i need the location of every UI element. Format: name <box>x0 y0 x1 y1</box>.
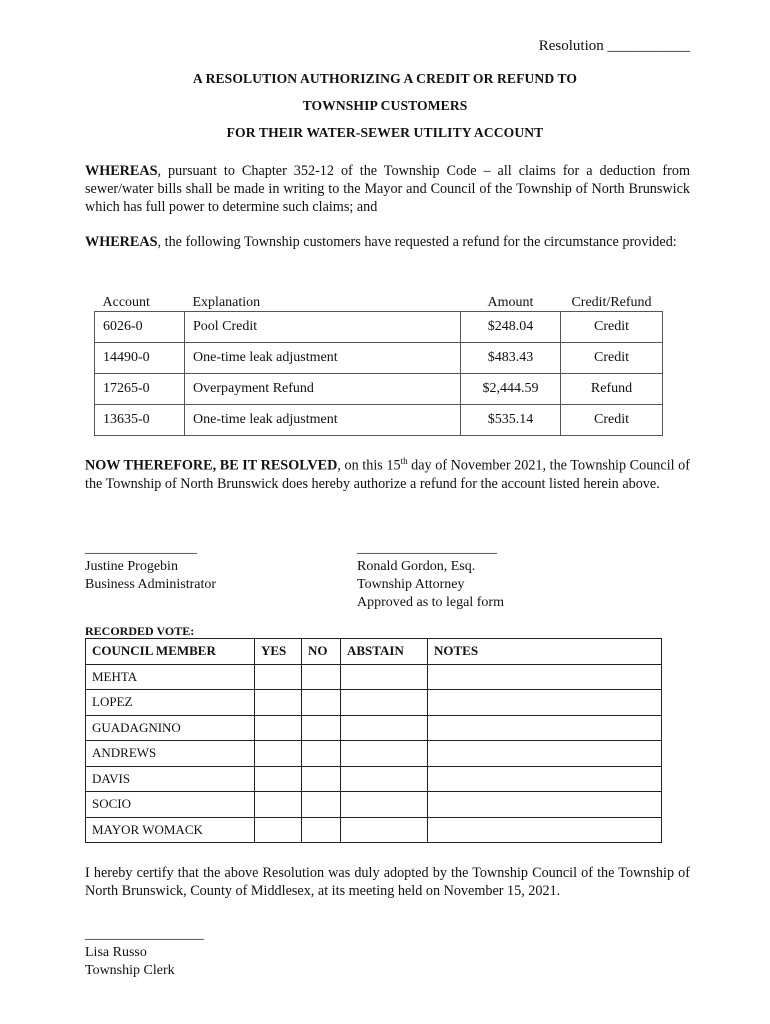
table-row <box>95 312 663 343</box>
abstain-cell[interactable] <box>341 817 428 843</box>
no-cell[interactable] <box>302 715 341 741</box>
table-row <box>95 374 663 405</box>
no-cell[interactable] <box>302 690 341 716</box>
abstain-header: ABSTAIN <box>341 639 428 665</box>
account-cell: 17265-0 <box>95 374 185 405</box>
table-row <box>95 343 663 374</box>
yes-cell[interactable] <box>255 664 302 690</box>
explanation-cell: One-time leak adjustment <box>185 405 461 436</box>
recorded-vote-label: RECORDED VOTE: <box>85 624 195 638</box>
accounts-header-row <box>95 291 663 312</box>
table-row <box>95 405 663 436</box>
table-row <box>86 792 662 818</box>
abstain-cell[interactable] <box>341 715 428 741</box>
clerk-title: Township Clerk <box>85 963 175 978</box>
abstain-cell[interactable] <box>341 766 428 792</box>
whereas-text: , pursuant to Chapter 352-12 of the Township Code – all claims for a deduction from sewer/water bills shall be made in writing to the Mayor and Council of the Township of North Brunswick which has full power to determine such claims; and <box>85 163 690 215</box>
notes-cell[interactable] <box>428 664 662 690</box>
council-member-header: COUNCIL MEMBER <box>86 639 255 665</box>
notes-cell[interactable] <box>428 792 662 818</box>
resolution-number-label: Resolution ___________ <box>538 38 690 54</box>
signature-line: ____________________ <box>357 541 497 556</box>
table-row <box>86 690 662 716</box>
yes-cell[interactable] <box>255 690 302 716</box>
signature-line: _________________ <box>85 927 204 942</box>
type-cell: Credit <box>561 343 663 374</box>
title-line-2: TOWNSHIP CUSTOMERS <box>302 98 468 113</box>
signer-name: Justine Progebin <box>85 559 178 574</box>
explanation-cell: Pool Credit <box>185 312 461 343</box>
council-member-name: GUADAGNINO <box>86 715 255 741</box>
notes-header: NOTES <box>428 639 662 665</box>
credit-refund-header: Credit/Refund <box>571 295 652 310</box>
notes-cell[interactable] <box>428 715 662 741</box>
title-line-1: A RESOLUTION AUTHORIZING A CREDIT OR REFUND TO <box>192 71 578 86</box>
type-cell: Credit <box>561 312 663 343</box>
council-member-name: LOPEZ <box>86 690 255 716</box>
table-row <box>86 766 662 792</box>
council-member-name: SOCIO <box>86 792 255 818</box>
signer-title: Business Administrator <box>85 577 217 592</box>
account-header: Account <box>102 295 150 310</box>
whereas-keyword: WHEREAS <box>85 163 158 179</box>
account-cell: 14490-0 <box>95 343 185 374</box>
council-member-name: MAYOR WOMACK <box>86 817 255 843</box>
table-row <box>86 715 662 741</box>
whereas-text: , the following Township customers have requested a refund for the circumstance provided: <box>157 234 677 250</box>
account-cell: 13635-0 <box>95 405 185 436</box>
yes-cell[interactable] <box>255 741 302 767</box>
yes-cell[interactable] <box>255 792 302 818</box>
account-cell: 6026-0 <box>95 312 185 343</box>
resolved-paragraph <box>85 452 690 493</box>
certification-paragraph: I hereby certify that the above Resolution was duly adopted by the Township Council of the Township of North Brunswick, County of Middlesex, at its meeting held on November 15, 2021. <box>85 865 690 899</box>
council-member-name: ANDREWS <box>86 741 255 767</box>
no-cell[interactable] <box>302 792 341 818</box>
no-cell[interactable] <box>302 664 341 690</box>
amount-cell: $535.14 <box>461 405 561 436</box>
signer-name: Ronald Gordon, Esq. <box>357 559 476 574</box>
explanation-header: Explanation <box>192 295 261 310</box>
whereas-paragraph-2 <box>85 233 690 251</box>
title-line-3: FOR THEIR WATER-SEWER UTILITY ACCOUNT <box>226 125 544 140</box>
vote-header-row <box>86 639 662 665</box>
abstain-cell[interactable] <box>341 792 428 818</box>
resolved-text-b: day of November 2021, the Township Council of the Township of North Brunswick does hereby authorize a refund for the account listed herein above. <box>85 457 690 492</box>
ordinal-suffix: th <box>400 456 408 466</box>
whereas-paragraph-1 <box>85 162 690 216</box>
type-cell: Credit <box>561 405 663 436</box>
accounts-table <box>94 291 663 436</box>
notes-cell[interactable] <box>428 817 662 843</box>
amount-cell: $248.04 <box>461 312 561 343</box>
no-header: NO <box>302 639 341 665</box>
explanation-cell: Overpayment Refund <box>185 374 461 405</box>
clerk-name: Lisa Russo <box>85 945 147 960</box>
yes-header: YES <box>255 639 302 665</box>
yes-cell[interactable] <box>255 766 302 792</box>
resolved-text-a: , on this 15 <box>337 457 401 474</box>
no-cell[interactable] <box>302 817 341 843</box>
abstain-cell[interactable] <box>341 690 428 716</box>
table-row <box>86 664 662 690</box>
yes-cell[interactable] <box>255 715 302 741</box>
table-row <box>86 741 662 767</box>
abstain-cell[interactable] <box>341 741 428 767</box>
explanation-cell: One-time leak adjustment <box>185 343 461 374</box>
yes-cell[interactable] <box>255 817 302 843</box>
recorded-vote-table <box>85 638 662 843</box>
amount-header: Amount <box>487 295 534 310</box>
no-cell[interactable] <box>302 766 341 792</box>
notes-cell[interactable] <box>428 766 662 792</box>
council-member-name: DAVIS <box>86 766 255 792</box>
amount-cell: $2,444.59 <box>461 374 561 405</box>
administrator-signature-block <box>85 540 216 594</box>
approval-note: Approved as to legal form <box>357 595 504 610</box>
resolved-keyword: NOW THEREFORE, BE IT RESOLVED <box>85 457 338 474</box>
signature-line: ________________ <box>85 541 197 556</box>
amount-cell: $483.43 <box>461 343 561 374</box>
abstain-cell[interactable] <box>341 664 428 690</box>
no-cell[interactable] <box>302 741 341 767</box>
notes-cell[interactable] <box>428 690 662 716</box>
clerk-signature-block <box>85 926 204 980</box>
notes-cell[interactable] <box>428 741 662 767</box>
type-cell: Refund <box>561 374 663 405</box>
council-member-name: MEHTA <box>86 664 255 690</box>
table-row <box>86 817 662 843</box>
whereas-keyword: WHEREAS <box>85 234 158 250</box>
signer-title: Township Attorney <box>357 577 465 592</box>
attorney-signature-block <box>357 540 504 612</box>
